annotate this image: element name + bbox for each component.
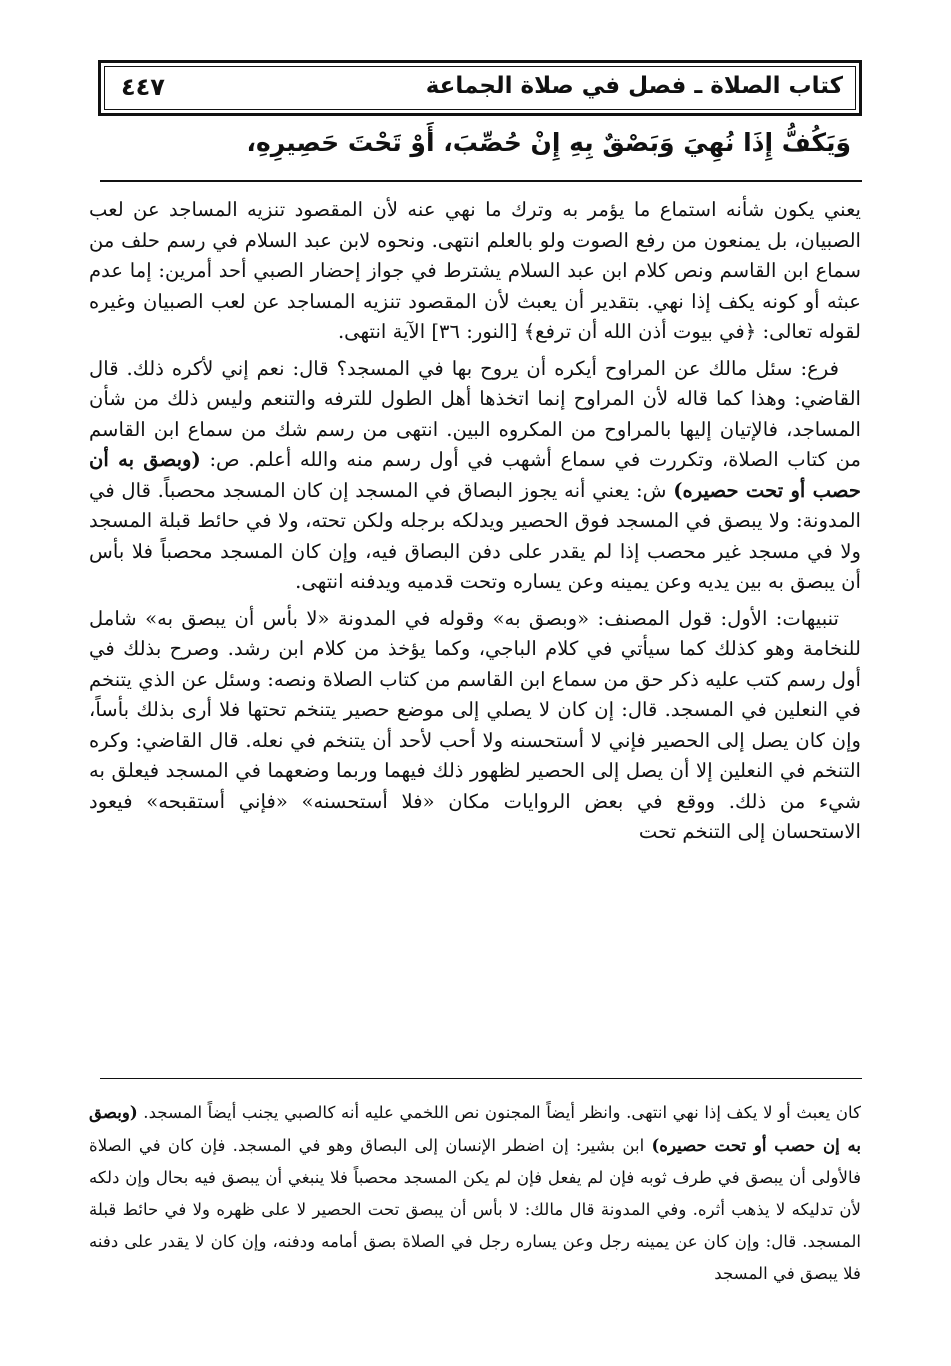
footnote-part-2: ابن بشير: إن اضطر الإنسان إلى البصاق وهو في المسجد. فإن كان في الصلاة فالأولى أن يبصق في طرف ثوبه فإن لم يفعل فإن لم يكن المسجد محصباً فلا ينبغي أن يبصق فيه بحال وإن دلكه لأن تدليكه لا يذهب أثره. وفي المدونة قال مالك: لا بأس أن يبصق تحت الحصير لا على ظهره ولا في حائط قبلة المسجد. قال: وإن كان عن يمينه رجل وعن يساره رجل في الصلاة بصق أمامه ودفنه، وإن كان لا يقدر على دفنه فلا يبصق في المسجد bbox=[89, 1136, 861, 1283]
quoted-matn: (وبصق به أن حصب أو تحت حصيره) bbox=[89, 448, 861, 502]
paragraph-1: يعني يكون شأنه استماع ما يؤمر به وترك ما نهي عنه لأن المقصود تنزيه المساجد عن لعب الصبيان، بل يمنعون من رفع الصوت ولو بالعلم انتهى. ونحوه لابن عبد السلام في رسم حلف من سماع ابن القاسم ونص كلام ابن عبد السلام يشترط في جواز إحضار الصبي أحد أمرين: إما عدم عبثه أو كونه يكف إذا نهي. بتقدير أن يعبث لأن المقصود تنزيه المساجد عن لعب الصبيان وغيره لقوله تعالى: ﴿في بيوت أذن الله أن ترفع﴾ [النور: ٣٦] الآية انتهى. bbox=[89, 198, 861, 343]
matn-verse: وَيَكُفُّ إِذَا نُهِيَ وَبَصْقٌ بِهِ إِنْ حُصِّبَ، أَوْ تَحْتَ حَصِيرِهِ، bbox=[246, 128, 851, 157]
header-title: كتاب الصلاة ـ فصل في صلاة الجماعة bbox=[425, 73, 843, 99]
page-number: ٤٤٧ bbox=[121, 73, 165, 101]
running-header bbox=[98, 60, 862, 116]
footnote-quoted-matn: (وبصق به إن حصب أو تحت حصيره) bbox=[89, 1102, 861, 1155]
paragraph-3: تنبيهات: الأول: قول المصنف: «وبصق به» وقوله في المدونة «لا بأس أن يبصق به» شامل للنخامة وهو كذلك كما سيأتي في كلام الباجي، وكما يؤخذ من كلام ابن رشد. وصرح بذلك في أول رسم كتب عليه ذكر حق من سماع ابن القاسم من كتاب الصلاة ونصه: وسئل عن الذي يتنخم في النعلين في المسجد. قال: إن كان لا يصلي إلى موضع حصير يتنخم تحتها فلا أرى بذلك بأساً، وإن كان يصل إلى الحصير فإني لا أستحسنه ولا أحب لأحد أن يتنخم في نعله. قال القاضي: وكره التنخم في النعلين إلا أن يصل إلى الحصير لظهور ذلك فيهما وربما وضعهما في المسجد فيعلق به شيء من ذلك. ووقع في بعض الروايات مكان «فلا أستحسنه» «فإني أستقبحه» فيعود الاستحسان إلى التنخم تحت bbox=[89, 606, 861, 843]
commentary-body bbox=[89, 195, 861, 854]
paragraph-2 bbox=[89, 354, 861, 598]
footnote-text bbox=[89, 1096, 861, 1290]
footnote-part-1: كان يعبث أو لا يكف إذا نهي انتهى. وانظر أيضاً المجنون نص اللخمي عليه أنه كالصبي يجنب أيضاً المسجد. bbox=[137, 1103, 861, 1122]
footnote-block bbox=[89, 1096, 861, 1290]
paragraph-2-part-2: ش: يعني أنه يجوز البصاق في المسجد إن كان المسجد محصباً. قال في المدونة: ولا يبصق في المسجد فوق الحصير ويدلكه برجله ولكن تحته، ولا في حائط قبلة المسجد ولا في مسجد غير محصب إذا لم يقدر على دفن البصاق فيه، وإن كان المسجد محصباً فلا بأس أن يبصق به بين يديه وعن يمينه وعن يساره وتحت قدميه ويدفنه انتهى. bbox=[89, 478, 861, 593]
paragraph-2-part-1: فرع: سئل مالك عن المراوح أيكره أن يروح بها في المسجد؟ قال: نعم إني لأكره ذلك. قال القاضي: وهذا كما قاله لأن المراوح إنما اتخذها أهل الطول للترفه والتنعم وليس ذلك من شأن المساجد، فالإتيان إليها بالمراوح من المكروه البين. انتهى من رسم شك من سماع ابن القاسم من كتاب الصلاة، وتكررت في سماع أشهب في أول رسم منه والله أعلم. ص: bbox=[89, 356, 862, 471]
footnote-divider bbox=[100, 1078, 862, 1079]
matn-divider bbox=[100, 180, 862, 182]
